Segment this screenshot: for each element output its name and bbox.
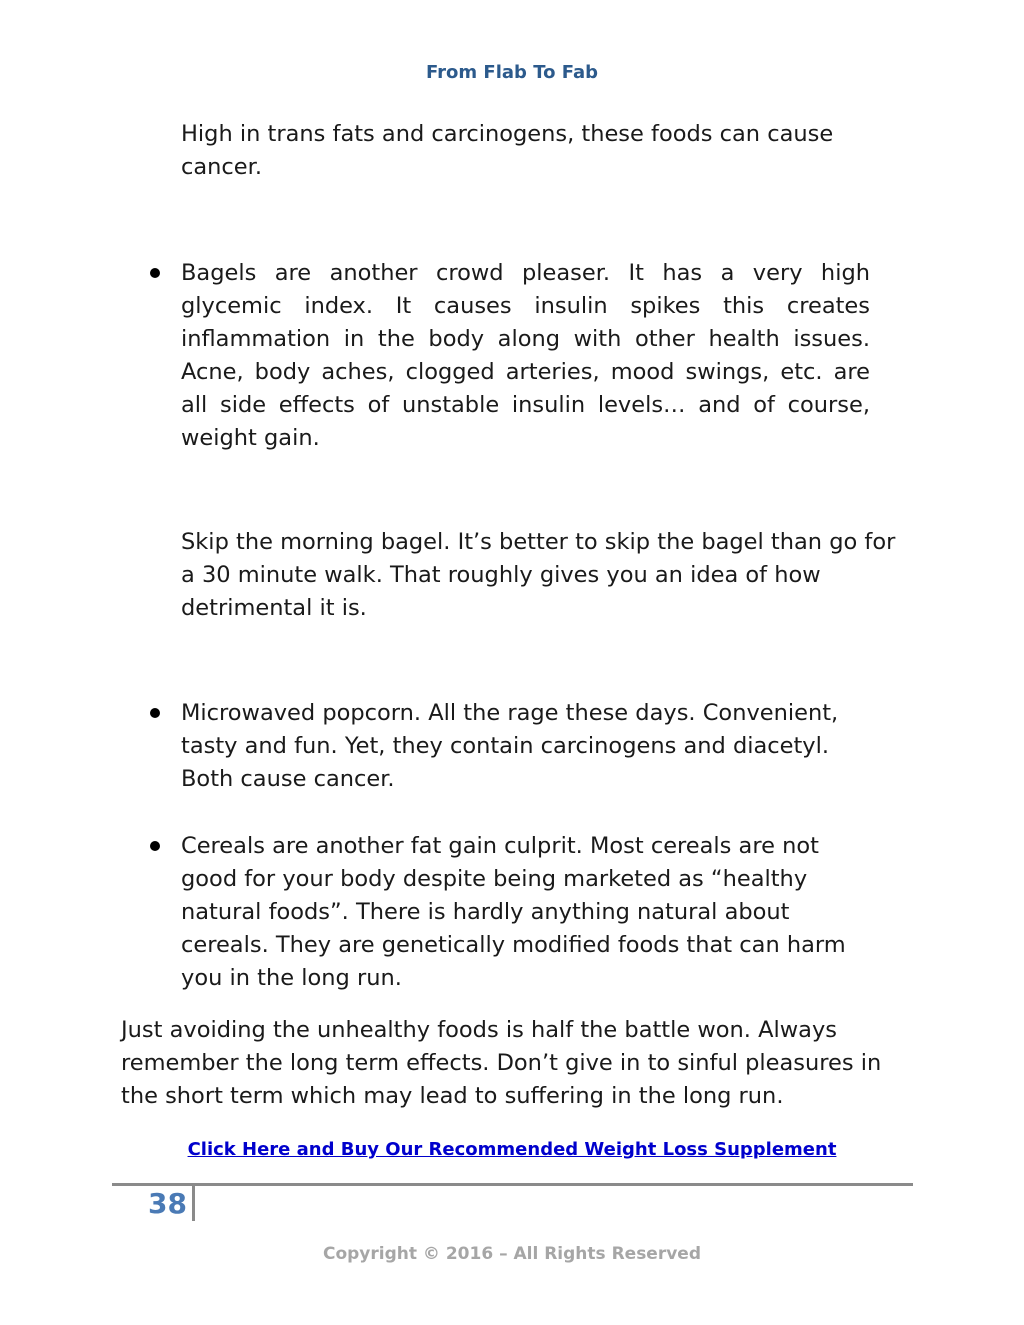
bullet-icon [150, 708, 160, 718]
bullet-icon [150, 268, 160, 278]
buy-supplement-link[interactable]: Click Here and Buy Our Recommended Weight Loss Supplement [187, 1139, 837, 1160]
skip-bagel-paragraph: Skip the morning bagel. It’s better to skip the bagel than go for a 30 minute walk. That roughly gives you an idea of how detrimental it is. [181, 529, 896, 621]
popcorn-list-item: Microwaved popcorn. All the rage these days. Convenient, tasty and fun. Yet, they contain carcinogens and diacetyl. Both cause cancer. [181, 700, 839, 792]
page-number-separator [192, 1186, 195, 1221]
bagels-list-item: Bagels are another crowd pleaser. It has a very high glycemic index. It causes insulin spikes this creates inflammation in the body along with other health issues. Acne, body aches, clogged arteries, mood swings, etc. are all side effects of unstable insulin levels… and of course, weight gain. [181, 260, 870, 451]
page-number: 38 [148, 1187, 187, 1220]
document-header-title: From Flab To Fab [426, 62, 598, 83]
conclusion-paragraph: Just avoiding the unhealthy foods is half the battle won. Always remember the long term effects. Don’t give in to sinful pleasures in the short term which may lead to suffering in the long run. [121, 1017, 882, 1109]
footer-divider [112, 1183, 913, 1186]
cereals-list-item: Cereals are another fat gain culprit. Most cereals are not good for your body despite being marketed as “healthy natural foods”. There is hardly anything natural about cereals. They are genetically modified foods that can harm you in the long run. [181, 833, 846, 991]
intro-paragraph: High in trans fats and carcinogens, these foods can cause cancer. [181, 121, 834, 180]
bullet-icon [150, 841, 160, 851]
copyright-notice: Copyright © 2016 – All Rights Reserved [322, 1244, 702, 1264]
